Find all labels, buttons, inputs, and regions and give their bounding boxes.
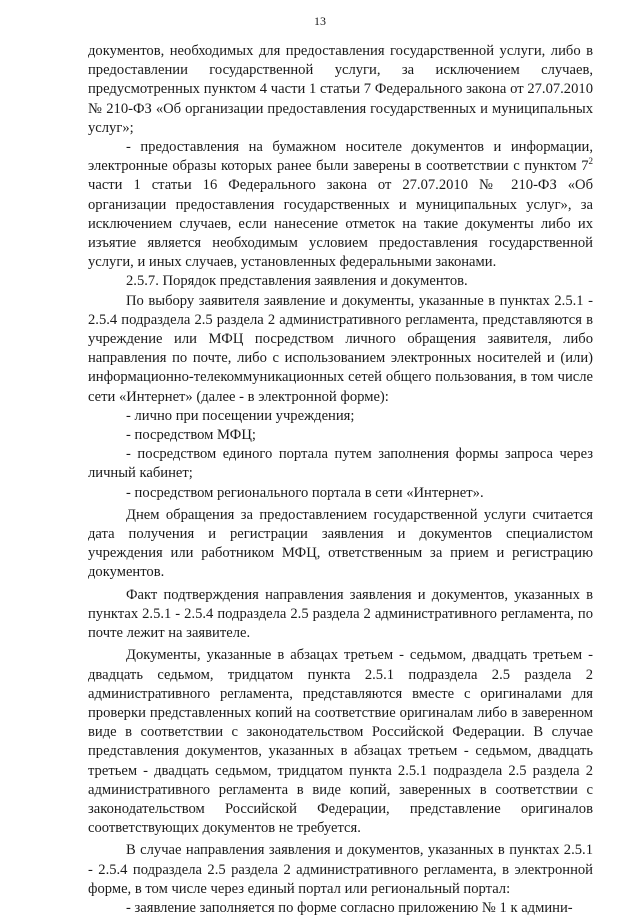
section-heading-2-5-7: 2.5.7. Порядок представления заявления и документов.: [126, 273, 468, 290]
list-item-regional-portal: - посредством регионального портала в сети «Интернет».: [126, 484, 484, 501]
superscript-marker: 2: [588, 156, 593, 167]
document-body: [88, 42, 593, 918]
paragraph-application-date: Днем обращения за предоставлением государственной услуги считается дата получения и регистрации заявления и документов специалистом учреждения или работником МФЦ, ответственным за прием и регистрацию документов.: [88, 506, 593, 581]
paragraph-continuation: документов, необходимых для предоставления государственной услуги, либо в предоставлении государственной услуги, за исключением случаев, предусмотренных пунктом 4 части 1 статьи 7 Федерального закона от 27.07.2010 № 210-ФЗ «Об организации предоставления государственных и муниципальных услуг»;: [88, 43, 593, 136]
list-item-form-appendix: - заявление заполняется по форме согласно приложению № 1 к админи-: [126, 899, 573, 916]
paragraph-text-before-superscript: - предоставления на бумажном носителе документов и информации, электронные образы которых ранее были заверены в соответствии с пунктом 7: [88, 139, 593, 175]
paragraph-postal-confirmation: Факт подтверждения направления заявления и документов, указанных в пунктах 2.5.1 - 2.5.4 подраздела 2.5 раздела 2 административного регламента, по почте лежит на заявителе.: [88, 586, 593, 642]
list-item-unified-portal: - посредством единого портала путем заполнения формы запроса через личный кабинет;: [88, 446, 593, 482]
paragraph-text-after-superscript: части 1 статьи 16 Федерального закона от 27.07.2010 № 210-ФЗ «Об организации предоставления государственных и муниципальных услуг», за исключением случаев, если нанесение отметок на такие документы либо их изъятие является необходимым условием предоставления государственной услуги, и иных случаев, установленных федеральными законами.: [88, 177, 593, 271]
paragraph-bullet-paper-documents: [88, 138, 593, 272]
list-item-mfc: - посредством МФЦ;: [126, 427, 256, 444]
page-number: 13: [314, 14, 326, 28]
list-item-in-person: - лично при посещении учреждения;: [126, 407, 355, 424]
paragraph-submission-methods: По выбору заявителя заявление и документы, указанные в пунктах 2.5.1 - 2.5.4 подраздела 2.5 раздела 2 административного регламента, представляются в учреждение или МФЦ посредством личного обращения заявителя, либо направления по почте, либо с использованием электронных носителей и (или) информационно-телекоммуникационных сетей общего пользования, в том числе сети «Интернет» (далее - в электронной форме):: [88, 292, 593, 405]
paragraph-originals-copies: Документы, указанные в абзацах третьем - седьмом, двадцать третьем - двадцать седьмом, тридцатом пункта 2.5.1 подраздела 2.5 раздела 2 административного регламента, представляются вместе с оригиналами для проверки представленных копий на соответствие оригиналам либо в заверенном виде в соответствии с законодательством Российской Федерации. В случае представления документов, указанных в абзацах третьем - седьмом, двадцать третьем - двадцать седьмом, тридцатом пункта 2.5.1 подраздела 2.5 раздела 2 административного регламента в виде копий, заверенных в соответствии с законодательством Российской Федерации, представление оригиналов соответствующих документов не требуется.: [88, 647, 593, 837]
paragraph-electronic-form: В случае направления заявления и документов, указанных в пунктах 2.5.1 - 2.5.4 подраздела 2.5 раздела 2 административного регламента, в электронной форме, в том числе через единый портал или региональный портал:: [88, 842, 593, 897]
